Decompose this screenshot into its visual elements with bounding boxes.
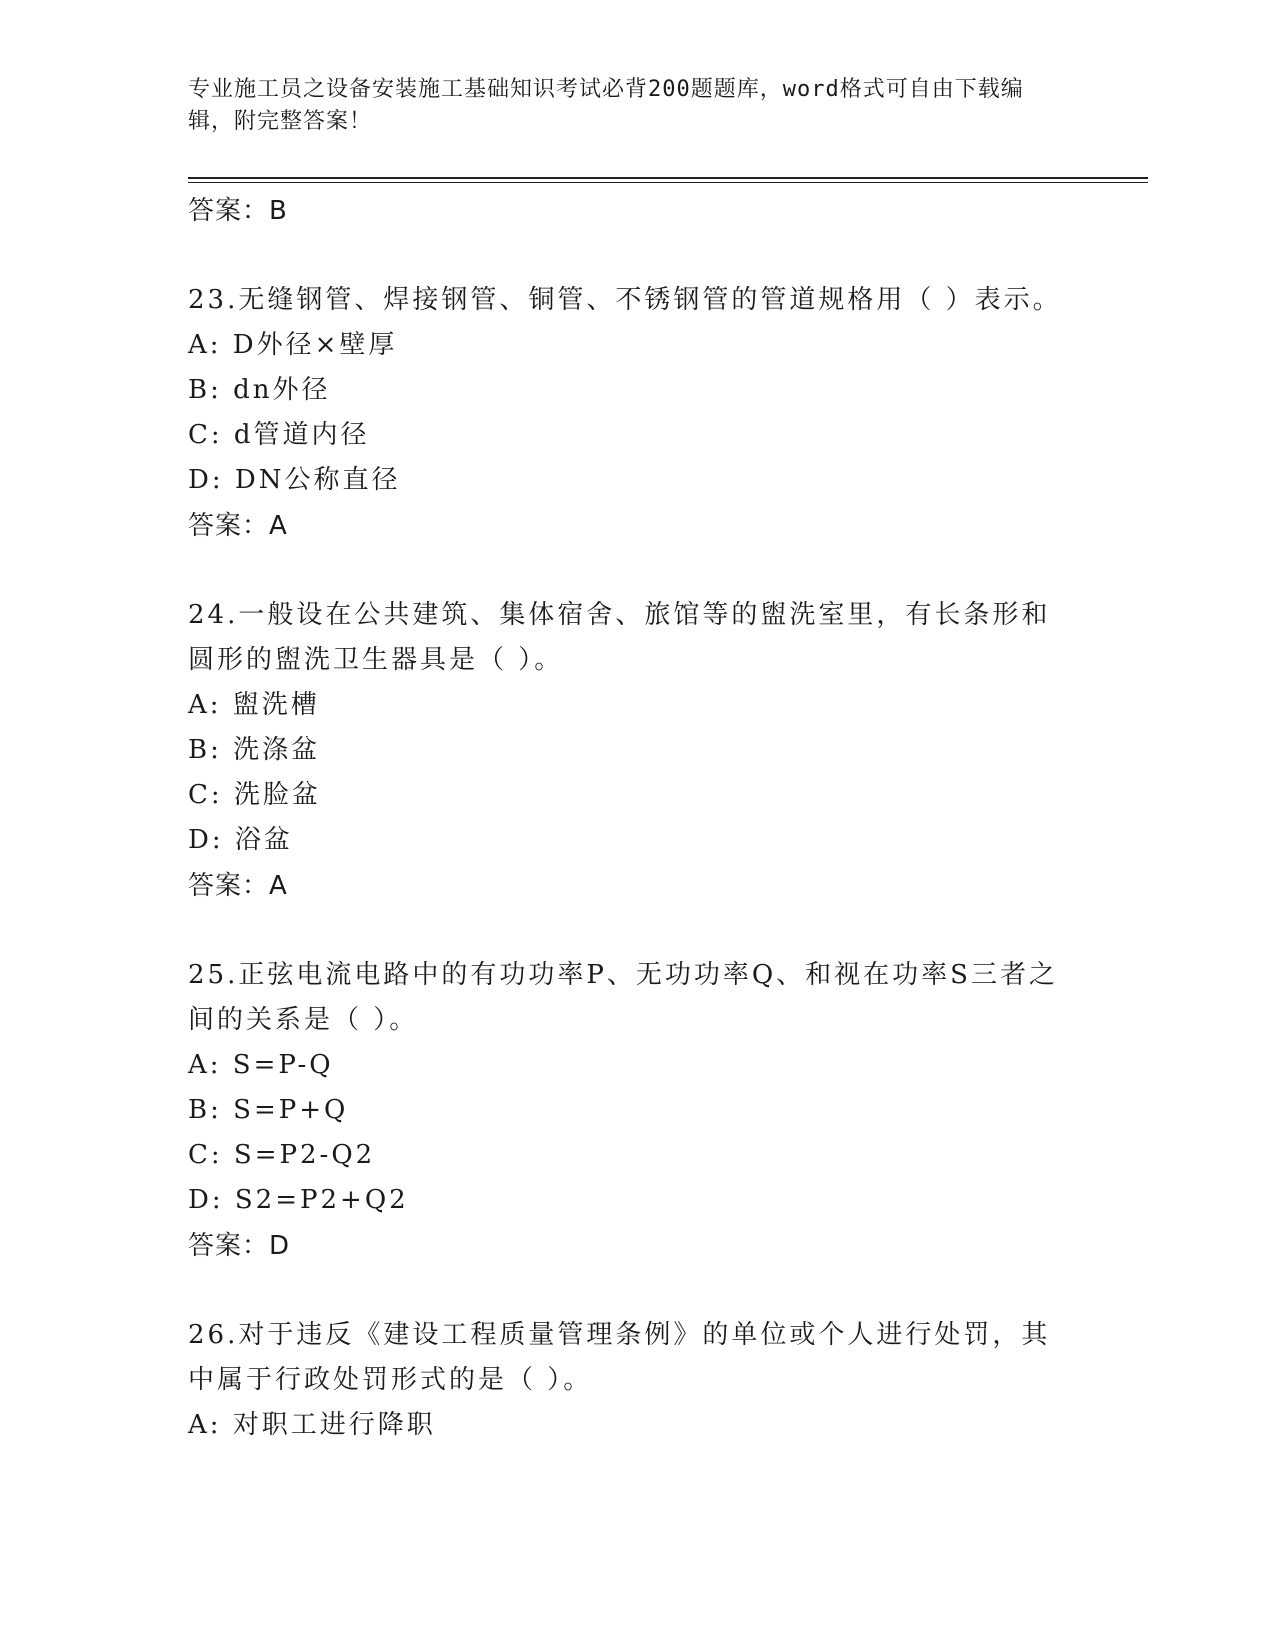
- option-c: C: 洗脸盆: [188, 780, 321, 810]
- answer-line: 答案：A: [188, 511, 288, 541]
- question-text: 26.对于违反《建设工程质量管理条例》的单位或个人进行处罚，其中属于行政处罚形式的是（ ）。: [188, 1320, 1051, 1395]
- option-d: D: 浴盆: [188, 825, 293, 855]
- answer-line: 答案：B: [188, 196, 288, 226]
- option-b: B: 洗涤盆: [188, 735, 321, 765]
- header-divider-thin: [188, 182, 1148, 183]
- option-d: D: DN公称直径: [188, 465, 401, 495]
- document-header: 专业施工员之设备安装施工基础知识考试必背200题题库，word格式可自由下载编辑，附完整答案！: [188, 77, 1024, 134]
- option-c: C: S=P2-Q2: [188, 1140, 376, 1170]
- question-block: [188, 278, 1148, 549]
- question-text: 25.正弦电流电路中的有功功率P、无功功率Q、和视在功率S三者之间的关系是（ ）。: [188, 960, 1058, 1035]
- option-b: B: S=P+Q: [188, 1095, 349, 1125]
- option-b: B: dn外径: [188, 375, 331, 405]
- option-c: C: d管道内径: [188, 420, 370, 450]
- question-text: 23.无缝钢管、焊接钢管、铜管、不锈钢管的管道规格用（ ）表示。: [188, 285, 1062, 315]
- option-d: D: S2=P2+Q2: [188, 1185, 409, 1215]
- question-block: [188, 953, 1148, 1269]
- question-block: [188, 1313, 1148, 1448]
- option-a: A: 对职工进行降职: [188, 1410, 436, 1440]
- answer-line: 答案：D: [188, 1231, 291, 1261]
- option-a: A: S=P-Q: [188, 1050, 334, 1080]
- question-block: [188, 593, 1148, 909]
- document-page: [188, 0, 1148, 1650]
- option-a: A: 盥洗槽: [188, 690, 320, 720]
- option-a: A: D外径×壁厚: [188, 330, 398, 360]
- question-text: 24.一般设在公共建筑、集体宿舍、旅馆等的盥洗室里，有长条形和圆形的盥洗卫生器具是（ ）。: [188, 600, 1051, 675]
- answer-line: 答案：A: [188, 871, 288, 901]
- question-list: [188, 188, 1148, 1448]
- header-divider-thick: [188, 177, 1148, 179]
